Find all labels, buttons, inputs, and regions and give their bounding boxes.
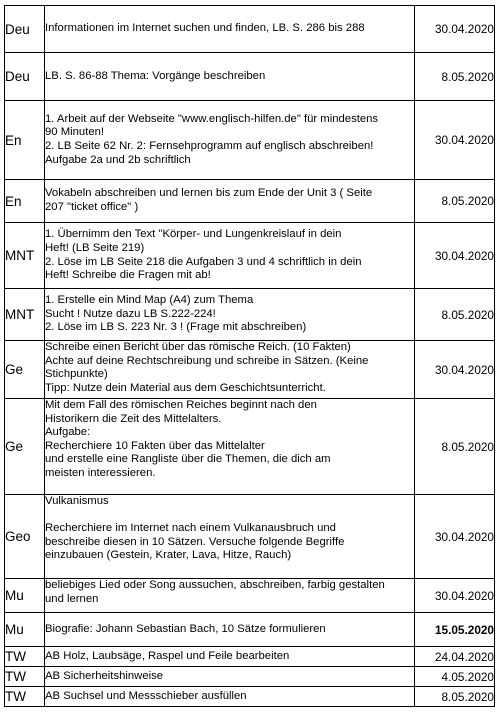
task-cell: AB Suchsel und Messschieber ausfüllen [45, 687, 415, 707]
table-row [5, 495, 495, 579]
table-row [5, 180, 495, 223]
task-cell: 1. Übernimm den Text "Körper- und Lungenkreislauf in dein Heft! (LB Seite 219) 2. Löse im LB Seite 218 die Aufgaben 3 und 4 schriftlich in dein Heft! Schreibe die Fragen mit ab! [45, 223, 415, 289]
task-cell: Vulkanismus Recherchiere im Internet nach einem Vulkanausbruch und beschreibe diesen in 10 Sätzen. Versuche folgende Begriffe einzubauen (Gestein, Krater, Lava, Hitze, Rauch) [45, 495, 415, 579]
table-row [5, 647, 495, 667]
subject-cell: En [5, 101, 45, 180]
due-date-cell: 4.05.2020 [415, 667, 495, 687]
subject-cell: Mu [5, 613, 45, 647]
subject-cell: En [5, 180, 45, 223]
subject-cell: MNT [5, 289, 45, 341]
table-row [5, 667, 495, 687]
task-cell: 1. Erstelle ein Mind Map (A4) zum Thema Sucht ! Nutze dazu LB S.222-224! 2. Löse im LB S. 223 Nr. 3 ! (Frage mit abschreiben) [45, 289, 415, 341]
subject-cell: Geo [5, 495, 45, 579]
table-row [5, 53, 495, 101]
table-row [5, 6, 495, 53]
subject-cell: Mu [5, 579, 45, 613]
task-cell: Biografie: Johann Sebastian Bach, 10 Sätze formulieren [45, 613, 415, 647]
task-cell: AB Holz, Laubsäge, Raspel und Feile bearbeiten [45, 647, 415, 667]
due-date-cell: 30.04.2020 [415, 223, 495, 289]
due-date-cell: 8.05.2020 [415, 180, 495, 223]
task-cell: Vokabeln abschreiben und lernen bis zum Ende der Unit 3 ( Seite 207 "ticket office" ) [45, 180, 415, 223]
due-date-cell: 30.04.2020 [415, 101, 495, 180]
assignment-table [4, 5, 495, 707]
task-cell: beliebiges Lied oder Song aussuchen, abschreiben, farbig gestalten und lernen [45, 579, 415, 613]
due-date-cell: 8.05.2020 [415, 399, 495, 495]
due-date-cell: 15.05.2020 [415, 613, 495, 647]
subject-cell: MNT [5, 223, 45, 289]
task-cell: Schreibe einen Bericht über das römische Reich. (10 Fakten) Achte auf deine Rechtschreibung und schreibe in Sätzen. (Keine Stichpunkte) Tipp: Nutze dein Material aus dem Geschichtsunterricht. [45, 341, 415, 399]
due-date-cell: 30.04.2020 [415, 6, 495, 53]
table-row [5, 223, 495, 289]
due-date-cell: 8.05.2020 [415, 289, 495, 341]
task-cell: Informationen im Internet suchen und finden, LB. S. 286 bis 288 [45, 6, 415, 53]
table-row [5, 101, 495, 180]
table-row [5, 687, 495, 707]
table-row [5, 613, 495, 647]
due-date-cell: 24.04.2020 [415, 647, 495, 667]
task-cell: AB Sicherheitshinweise [45, 667, 415, 687]
due-date-cell: 8.05.2020 [415, 687, 495, 707]
task-cell: 1. Arbeit auf der Webseite "www.englisch-hilfen.de" für mindestens 90 Minuten! 2. LB Seite 62 Nr. 2: Fernsehprogramm auf englisch abschreiben! Aufgabe 2a und 2b schriftlich [45, 101, 415, 180]
subject-cell: Deu [5, 6, 45, 53]
table-row [5, 579, 495, 613]
subject-cell: Ge [5, 399, 45, 495]
subject-cell: Ge [5, 341, 45, 399]
due-date-cell: 30.04.2020 [415, 341, 495, 399]
due-date-cell: 30.04.2020 [415, 495, 495, 579]
table-row [5, 289, 495, 341]
task-cell: LB. S. 86-88 Thema: Vorgänge beschreiben [45, 53, 415, 101]
task-cell: Mit dem Fall des römischen Reiches beginnt nach den Historikern die Zeit des Mittelalters. Aufgabe: Recherchiere 10 Fakten über das Mittelalter und erstelle eine Rangliste über die Themen, die dich am meisten interessieren. [45, 399, 415, 495]
due-date-cell: 30.04.2020 [415, 579, 495, 613]
subject-cell: Deu [5, 53, 45, 101]
subject-cell: TW [5, 687, 45, 707]
due-date-cell: 8.05.2020 [415, 53, 495, 101]
subject-cell: TW [5, 667, 45, 687]
subject-cell: TW [5, 647, 45, 667]
table-row [5, 399, 495, 495]
table-row [5, 341, 495, 399]
